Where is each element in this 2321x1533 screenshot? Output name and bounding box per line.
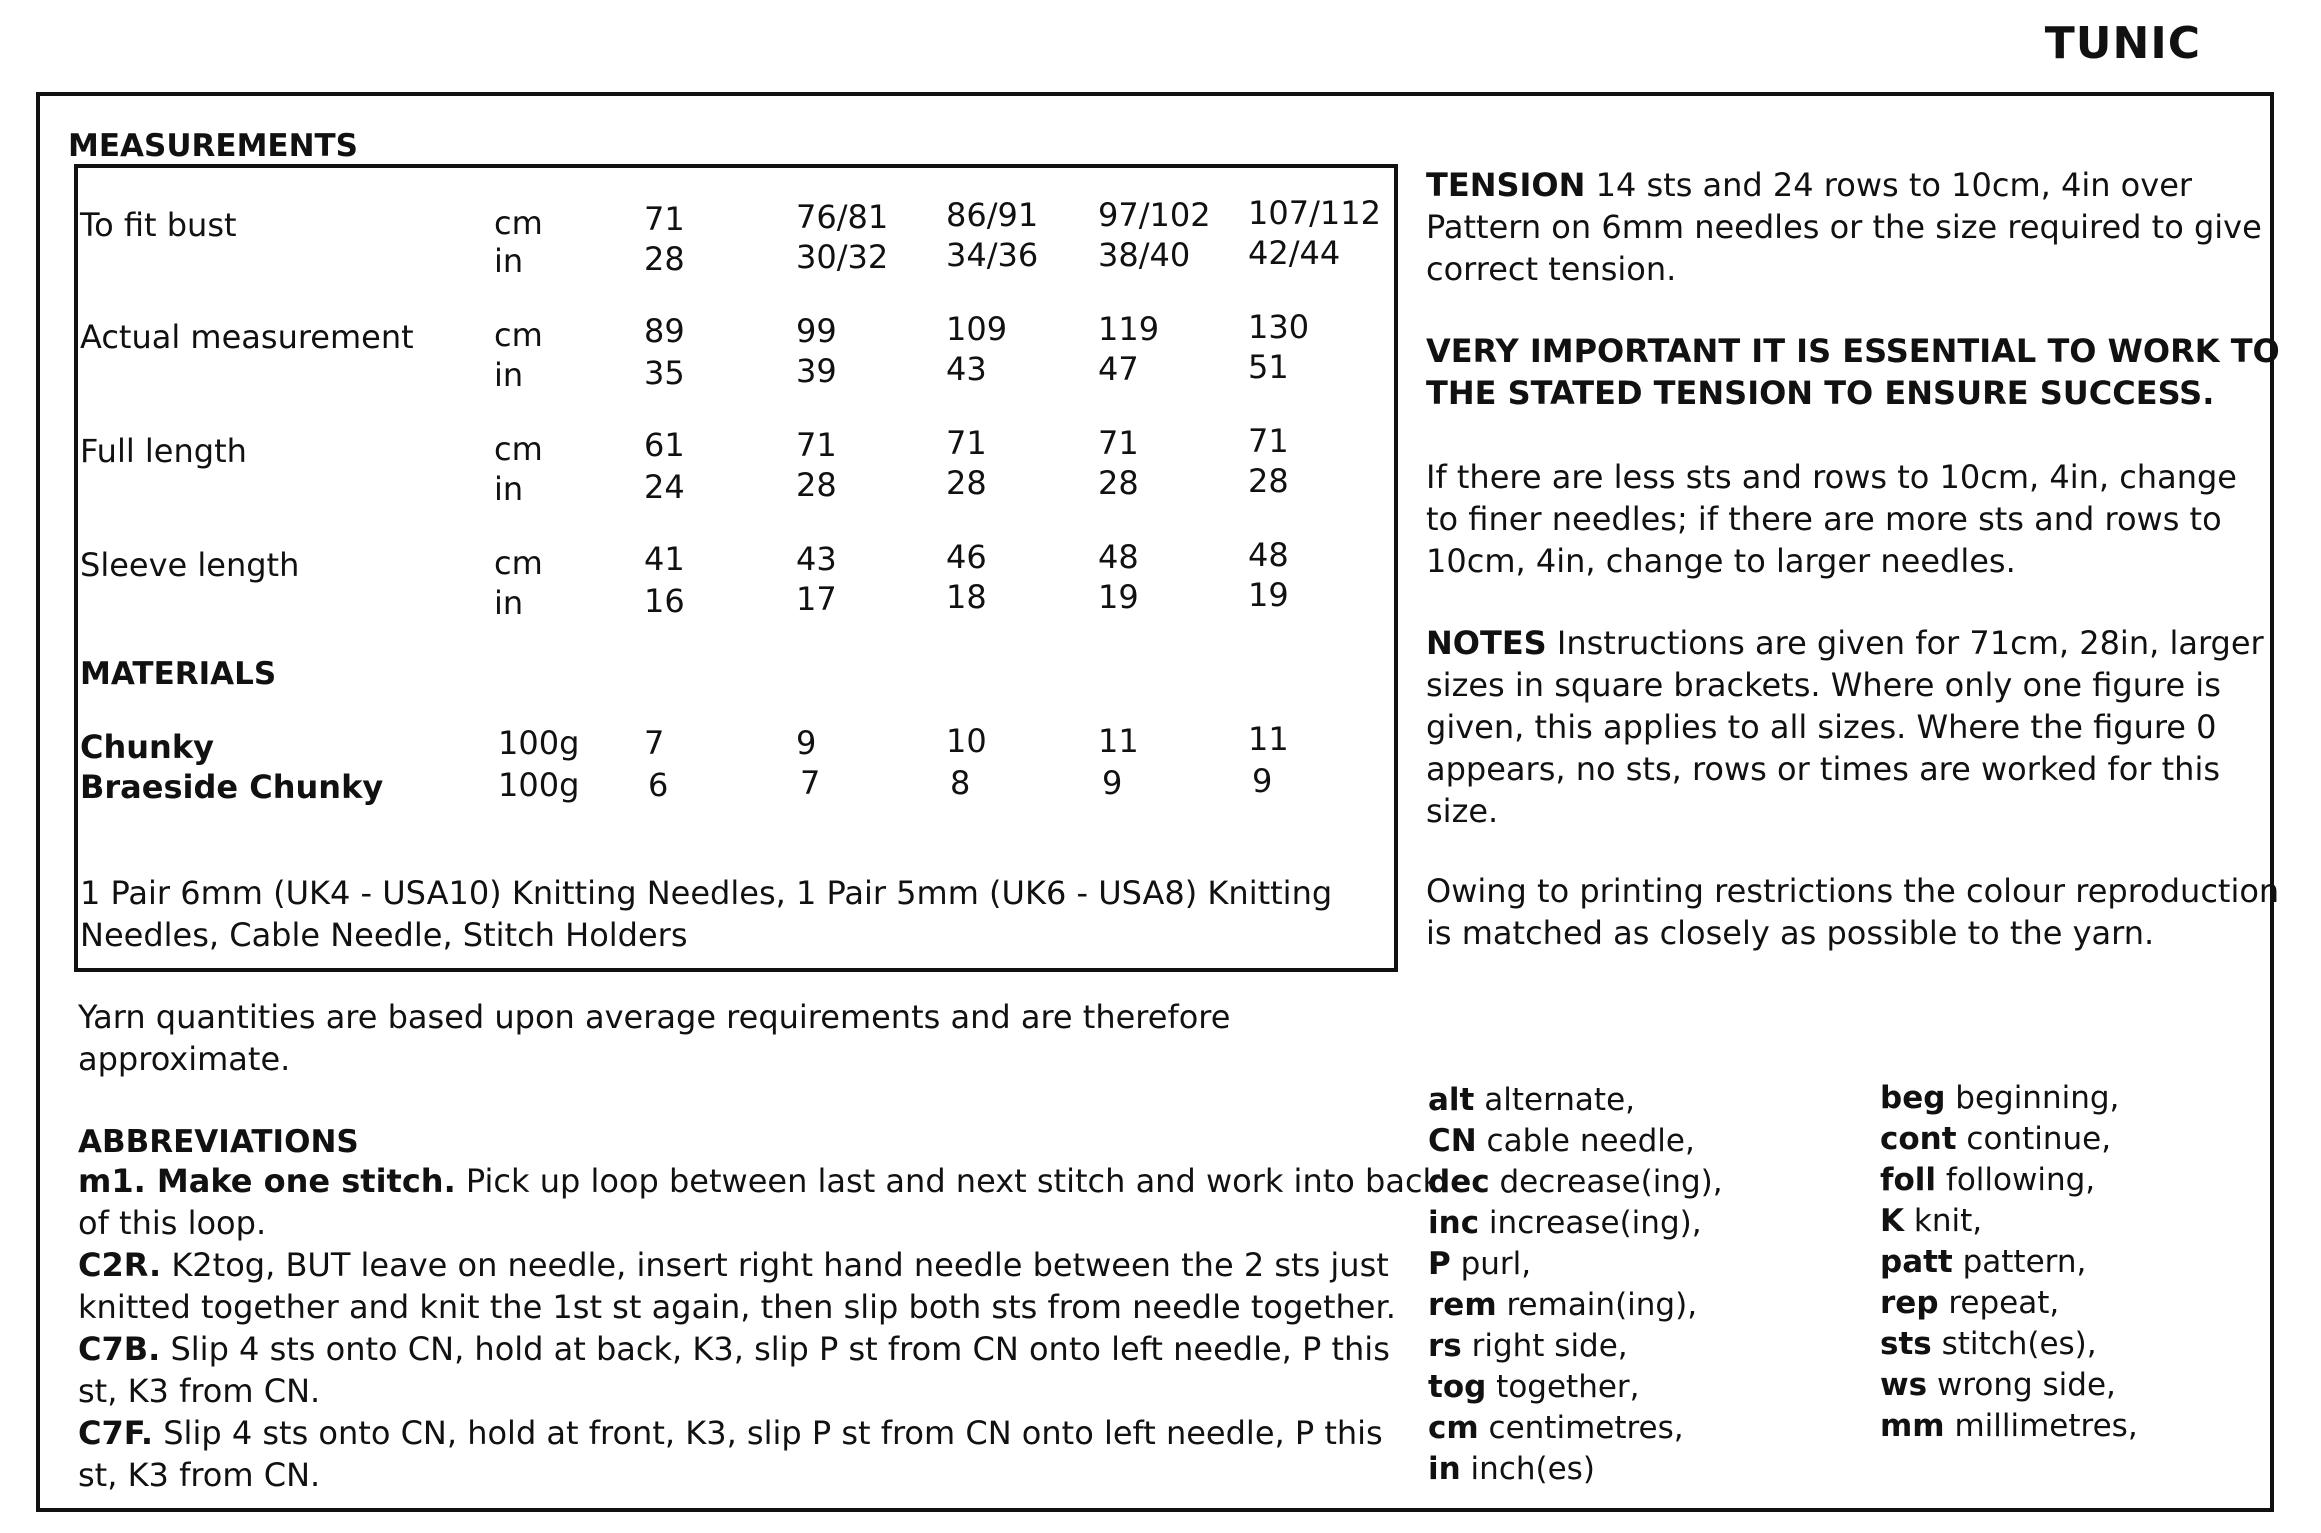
value-cell: 47 [1098, 350, 1139, 388]
value-cell: 89 [644, 312, 685, 350]
value-cell: 107/112 [1248, 194, 1381, 232]
unit: cm [494, 430, 543, 468]
value-cell: 71 [796, 426, 837, 464]
value-cell: 43 [946, 350, 987, 388]
value-cell: 71 [1098, 424, 1139, 462]
measurements-heading: MEASUREMENTS [68, 128, 359, 164]
value-cell: 11 [1098, 722, 1139, 760]
page-title: TUNIC [2044, 18, 2201, 69]
value-cell: 28 [796, 466, 837, 504]
abbreviation-list-1 [1428, 1080, 1723, 1490]
yarn-name: Braeside Chunky [80, 768, 384, 806]
unit: in [494, 356, 524, 394]
value-cell: 97/102 [1098, 196, 1211, 234]
abbreviation-item: mm millimetres, [1880, 1408, 2138, 1444]
abbreviations-heading: ABBREVIATIONS [78, 1124, 359, 1160]
unit: cm [494, 544, 543, 582]
value-cell: 86/91 [946, 196, 1039, 234]
colour-note: Owing to printing restrictions the colour reproduction is matched as closely as possible to the yarn. [1426, 872, 2280, 952]
value-cell: 130 [1248, 308, 1310, 346]
value-cell: 39 [796, 352, 837, 390]
unit: in [494, 470, 524, 508]
yarn-quantity-note: Yarn quantities are based upon average requirements and are therefore approximate. [78, 998, 1231, 1078]
value-cell: 76/81 [796, 198, 889, 236]
value-cell: 19 [1098, 578, 1139, 616]
abbreviation-item: in inch(es) [1428, 1451, 1595, 1487]
abbreviation-item: alt alternate, [1428, 1082, 1635, 1118]
unit: cm [494, 204, 543, 242]
abbreviation-item: beg beginning, [1880, 1080, 2120, 1116]
value-cell: 7 [800, 764, 821, 802]
value-cell: 19 [1248, 576, 1289, 614]
needle-advice: If there are less sts and rows to 10cm, 4in, change to finer needles; if there are more sts and rows to 10cm, 4in, change to larger needles. [1426, 458, 2237, 580]
abbreviation-item: dec decrease(ing), [1428, 1164, 1723, 1200]
value-cell: 71 [644, 200, 685, 238]
row-label: Full length [80, 432, 247, 470]
abbreviation-item: CN cable needle, [1428, 1123, 1695, 1159]
value-cell: 119 [1098, 310, 1160, 348]
value-cell: 109 [946, 310, 1008, 348]
notes-section: NOTES Instructions are given for 71cm, 28in, larger sizes in square brackets. Where only one figure is given, this applies to all sizes. Where the figure 0 appears, no sts, rows or times are worked for this size. [1426, 624, 2264, 830]
value-cell: 17 [796, 580, 837, 618]
important-notice: VERY IMPORTANT IT IS ESSENTIAL TO WORK TO THE STATED TENSION TO ENSURE SUCCESS. [1426, 332, 2280, 412]
value-cell: 24 [644, 468, 685, 506]
value-cell: 18 [946, 578, 987, 616]
abbreviation-item: patt pattern, [1880, 1244, 2087, 1280]
value-cell: 6 [648, 766, 669, 804]
value-cell: 61 [644, 426, 685, 464]
value-cell: 38/40 [1098, 236, 1191, 274]
abbreviation-item: sts stitch(es), [1880, 1326, 2097, 1362]
value-cell: 71 [1248, 422, 1289, 460]
yarn-weight: 100g [498, 724, 580, 762]
value-cell: 48 [1098, 538, 1139, 576]
unit: in [494, 242, 524, 280]
abbreviation-item: K knit, [1880, 1203, 1983, 1239]
yarn-name: Chunky [80, 728, 214, 766]
value-cell: 10 [946, 722, 987, 760]
value-cell: 30/32 [796, 238, 889, 276]
row-label: Sleeve length [80, 546, 300, 584]
abbreviation-item: P purl, [1428, 1246, 1532, 1282]
value-cell: 28 [1098, 464, 1139, 502]
value-cell: 11 [1248, 720, 1289, 758]
value-cell: 9 [1102, 764, 1123, 802]
value-cell: 35 [644, 354, 685, 392]
value-cell: 43 [796, 540, 837, 578]
value-cell: 46 [946, 538, 987, 576]
row-label: Actual measurement [80, 318, 414, 356]
value-cell: 42/44 [1248, 234, 1341, 272]
value-cell: 9 [1252, 762, 1273, 800]
abbreviation-item: rs right side, [1428, 1328, 1628, 1364]
abbreviation-item: tog together, [1428, 1369, 1640, 1405]
row-label: To fit bust [80, 206, 237, 244]
value-cell: 8 [950, 764, 971, 802]
abbreviation-item: foll following, [1880, 1162, 2096, 1198]
value-cell: 41 [644, 540, 685, 578]
value-cell: 28 [946, 464, 987, 502]
unit: in [494, 584, 524, 622]
unit: cm [494, 316, 543, 354]
abbreviation-item: ws wrong side, [1880, 1367, 2116, 1403]
value-cell: 48 [1248, 536, 1289, 574]
abbreviation-item: rem remain(ing), [1428, 1287, 1698, 1323]
value-cell: 99 [796, 312, 837, 350]
yarn-weight: 100g [498, 766, 580, 804]
special-abbreviations: m1. Make one stitch. Pick up loop between last and next stitch and work into back of this loop. C2R. K2tog, BUT leave on needle, insert right hand needle between the 2 sts just knitted together and knit the 1st st again, then slip both sts from needle together. C7B. Slip 4 sts onto CN, hold at back, K3, slip P st from CN onto left needle, P this st, K3 from CN. C7F. Slip 4 sts onto CN, hold at front, K3, slip P st from CN onto left needle, P this st, K3 from CN. [78, 1162, 1442, 1494]
abbreviation-item: rep repeat, [1880, 1285, 2060, 1321]
materials-heading: MATERIALS [80, 656, 277, 692]
value-cell: 7 [644, 724, 665, 762]
value-cell: 28 [644, 240, 685, 278]
needles-text: 1 Pair 6mm (UK4 - USA10) Knitting Needles, 1 Pair 5mm (UK6 - USA8) Knitting Needles, Cable Needle, Stitch Holders [80, 874, 1333, 954]
value-cell: 34/36 [946, 236, 1039, 274]
value-cell: 28 [1248, 462, 1289, 500]
value-cell: 51 [1248, 348, 1289, 386]
value-cell: 71 [946, 424, 987, 462]
abbreviation-item: cm centimetres, [1428, 1410, 1684, 1446]
value-cell: 9 [796, 724, 817, 762]
abbreviation-list-2 [1880, 1078, 2138, 1447]
value-cell: 16 [644, 582, 685, 620]
abbreviation-item: cont continue, [1880, 1121, 2112, 1157]
tension-section: TENSION 14 sts and 24 rows to 10cm, 4in over Pattern on 6mm needles or the size required to give correct tension. [1426, 166, 2262, 288]
abbreviation-item: inc increase(ing), [1428, 1205, 1702, 1241]
